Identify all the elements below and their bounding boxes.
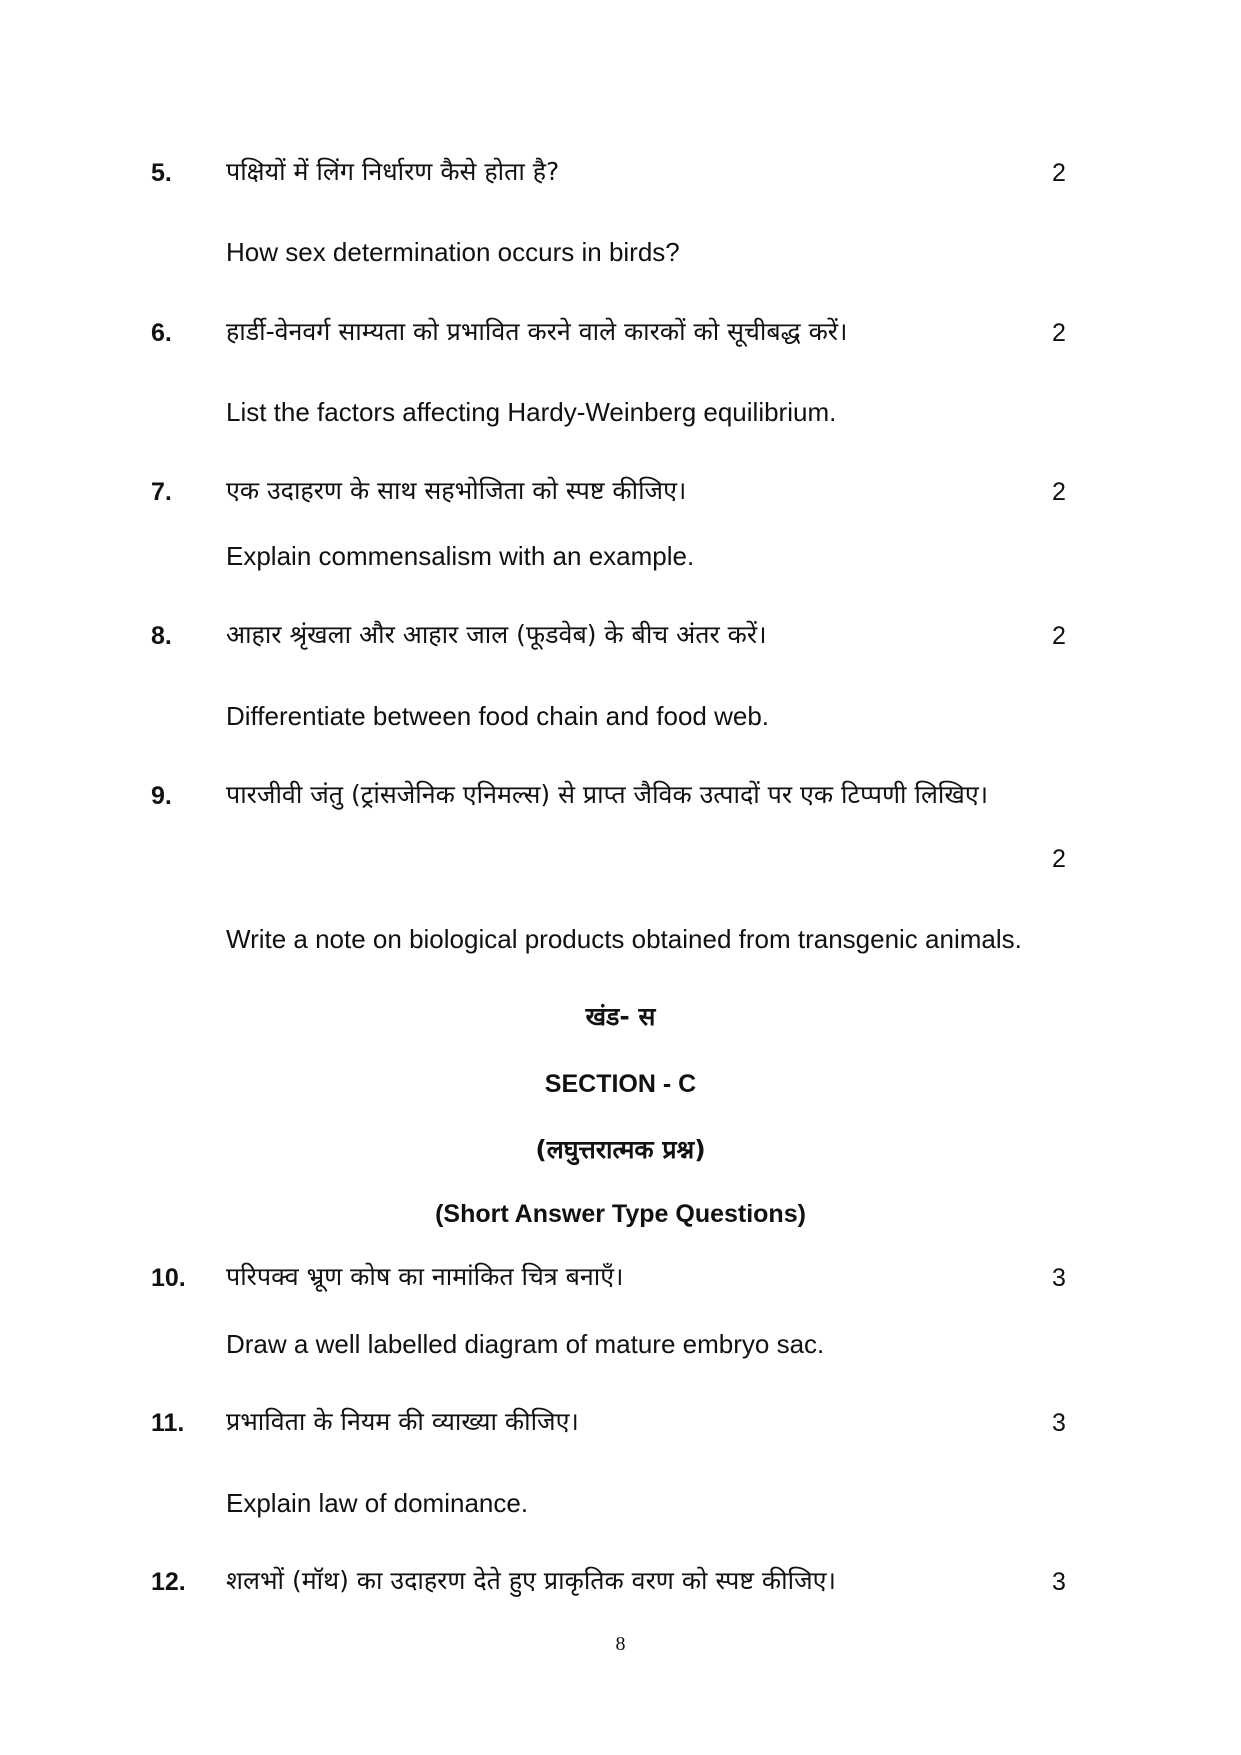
question-marks: 2 [1052, 319, 1066, 347]
question-marks: 3 [1052, 1264, 1066, 1292]
question-number: 7. [151, 478, 172, 506]
question-marks: 2 [1052, 159, 1066, 187]
question-hindi: शलभों (मॉथ) का उदाहरण देते हुए प्राकृतिक वरण को स्पष्ट कीजिए। [226, 1566, 836, 1595]
question-english: Draw a well labelled diagram of mature embryo sac. [226, 1329, 825, 1359]
question-number: 11. [151, 1409, 185, 1437]
question-marks: 2 [1052, 478, 1066, 506]
section-subtitle: (Short Answer Type Questions) [435, 1200, 806, 1228]
question-marks: 2 [1052, 622, 1066, 650]
question-hindi: परिपक्व भ्रूण कोष का नामांकित चित्र बनाएँ। [226, 1262, 624, 1291]
question-marks: 3 [1052, 1568, 1066, 1596]
question-number: 9. [151, 782, 172, 810]
question-hindi: एक उदाहरण के साथ सहभोजिता को स्पष्ट कीजिए। [226, 476, 687, 505]
question-number: 10. [151, 1264, 186, 1292]
question-marks: 3 [1052, 1409, 1066, 1437]
question-english: Explain commensalism with an example. [226, 541, 695, 571]
question-marks: 2 [1052, 845, 1066, 873]
question-english: Explain law of dominance. [226, 1488, 529, 1518]
section-subtitle-hindi: (लघुत्तरात्मक प्रश्न) [535, 1135, 706, 1164]
section-title-hindi: खंड- स [585, 1002, 656, 1031]
question-english: How sex determination occurs in birds? [226, 237, 680, 267]
question-number: 8. [151, 622, 172, 650]
question-number: 5. [151, 159, 172, 187]
question-english: List the factors affecting Hardy-Weinberg equilibrium. [226, 397, 837, 427]
page-number: 8 [615, 1633, 626, 1655]
question-hindi: प्रभाविता के नियम की व्याख्या कीजिए। [226, 1407, 579, 1436]
question-english: Write a note on biological products obtained from transgenic animals. [226, 924, 1022, 954]
question-hindi: हार्डी-वेनवर्ग साम्यता को प्रभावित करने वाले कारकों को सूचीबद्ध करें। [226, 317, 848, 346]
question-hindi: आहार श्रृंखला और आहार जाल (फूडवेब) के बीच अंतर करें। [226, 620, 767, 649]
question-number: 6. [151, 319, 172, 347]
question-english: Differentiate between food chain and food web. [226, 701, 770, 731]
question-hindi: पक्षियों में लिंग निर्धारण कैसे होता है? [226, 157, 560, 186]
question-hindi: पारजीवी जंतु (ट्रांसजेनिक एनिमल्स) से प्राप्त जैविक उत्पादों पर एक टिप्पणी लिखिए। [226, 780, 989, 809]
question-number: 12. [151, 1568, 186, 1596]
section-title: SECTION - C [544, 1070, 697, 1098]
